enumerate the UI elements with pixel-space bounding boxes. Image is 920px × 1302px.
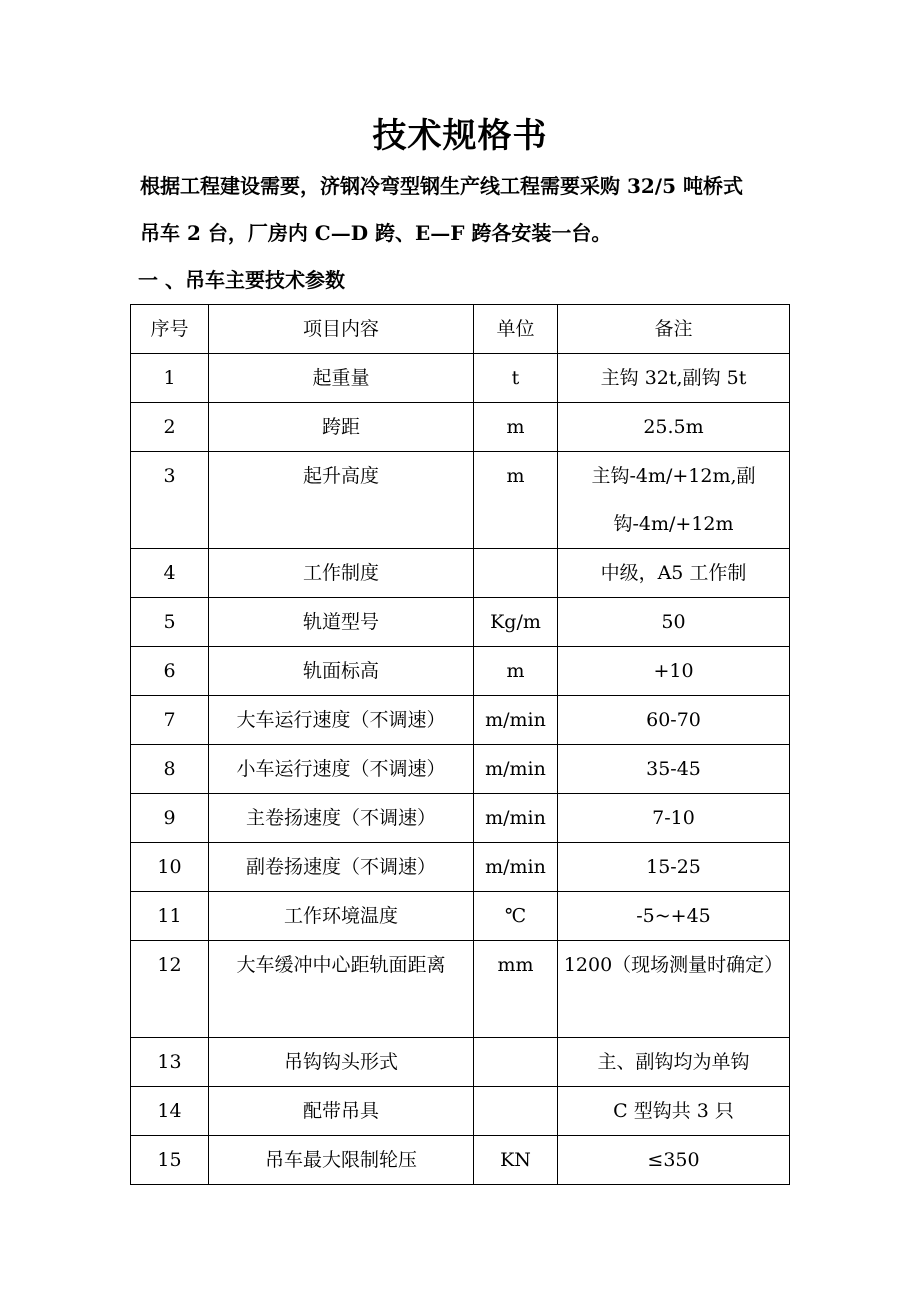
row-unit: m xyxy=(474,452,558,549)
row-note: 15-25 xyxy=(558,843,790,892)
row-item: 大车缓冲中心距轨面距离 xyxy=(209,941,474,1038)
row-unit: m xyxy=(474,403,558,452)
row-index: 4 xyxy=(131,549,209,598)
table-row xyxy=(131,794,790,843)
row-index: 5 xyxy=(131,598,209,647)
row-note: ≤350 xyxy=(558,1136,790,1185)
parameters-table xyxy=(130,304,790,1185)
row-item: 轨面标高 xyxy=(209,647,474,696)
row-unit: ℃ xyxy=(474,892,558,941)
table-row xyxy=(131,452,790,549)
table-row xyxy=(131,1087,790,1136)
table-row xyxy=(131,1038,790,1087)
row-unit: m/min xyxy=(474,794,558,843)
table-row xyxy=(131,745,790,794)
row-unit: m/min xyxy=(474,843,558,892)
table-row xyxy=(131,843,790,892)
row-index: 3 xyxy=(131,452,209,549)
row-unit: m xyxy=(474,647,558,696)
row-note: 60-70 xyxy=(558,696,790,745)
header-unit: 单位 xyxy=(474,305,558,354)
section-heading: 一 、吊车主要技术参数 xyxy=(138,268,345,292)
header-index: 序号 xyxy=(131,305,209,354)
row-unit: t xyxy=(474,354,558,403)
table-row xyxy=(131,696,790,745)
row-unit xyxy=(474,1038,558,1087)
table-row xyxy=(131,598,790,647)
header-note: 备注 xyxy=(558,305,790,354)
table-row xyxy=(131,941,790,1038)
row-note: 7-10 xyxy=(558,794,790,843)
row-unit xyxy=(474,549,558,598)
table-row xyxy=(131,403,790,452)
row-index: 15 xyxy=(131,1136,209,1185)
row-note: C 型钩共 3 只 xyxy=(558,1087,790,1136)
row-item: 配带吊具 xyxy=(209,1087,474,1136)
row-index: 12 xyxy=(131,941,209,1038)
row-item: 副卷扬速度（不调速） xyxy=(209,843,474,892)
row-index: 9 xyxy=(131,794,209,843)
row-unit xyxy=(474,1087,558,1136)
row-note: 中级，A5 工作制 xyxy=(558,549,790,598)
row-item: 吊钩钩头形式 xyxy=(209,1038,474,1087)
row-index: 7 xyxy=(131,696,209,745)
row-item: 轨道型号 xyxy=(209,598,474,647)
row-note: 1200（现场测量时确定） xyxy=(558,941,790,1038)
row-index: 13 xyxy=(131,1038,209,1087)
row-note: 35-45 xyxy=(558,745,790,794)
row-index: 8 xyxy=(131,745,209,794)
row-item: 主卷扬速度（不调速） xyxy=(209,794,474,843)
intro-paragraph-line-2: 吊车 2 台，厂房内 C—D 跨、E—F 跨各安装一台。 xyxy=(140,221,612,245)
row-item: 小车运行速度（不调速） xyxy=(209,745,474,794)
document-title: 技术规格书 xyxy=(372,116,548,156)
row-note: 主钩-4m/+12m,副钩-4m/+12m xyxy=(558,452,790,549)
row-item: 工作制度 xyxy=(209,549,474,598)
row-item: 吊车最大限制轮压 xyxy=(209,1136,474,1185)
row-note: +10 xyxy=(558,647,790,696)
table-row xyxy=(131,354,790,403)
row-note: 主钩 32t,副钩 5t xyxy=(558,354,790,403)
row-unit: KN xyxy=(474,1136,558,1185)
row-note: 50 xyxy=(558,598,790,647)
row-unit: mm xyxy=(474,941,558,1038)
table-row xyxy=(131,1136,790,1185)
row-unit: m/min xyxy=(474,745,558,794)
row-unit: m/min xyxy=(474,696,558,745)
row-item: 跨距 xyxy=(209,403,474,452)
row-note: 25.5m xyxy=(558,403,790,452)
row-index: 14 xyxy=(131,1087,209,1136)
row-item: 起升高度 xyxy=(209,452,474,549)
table-row xyxy=(131,549,790,598)
row-note: 主、副钩均为单钩 xyxy=(558,1038,790,1087)
row-index: 2 xyxy=(131,403,209,452)
header-item: 项目内容 xyxy=(209,305,474,354)
row-unit: Kg/m xyxy=(474,598,558,647)
row-item: 工作环境温度 xyxy=(209,892,474,941)
row-item: 起重量 xyxy=(209,354,474,403)
row-index: 1 xyxy=(131,354,209,403)
intro-paragraph-line-1: 根据工程建设需要，济钢冷弯型钢生产线工程需要采购 32/5 吨桥式 xyxy=(140,174,743,198)
row-note: -5~+45 xyxy=(558,892,790,941)
table-row xyxy=(131,892,790,941)
row-index: 11 xyxy=(131,892,209,941)
row-index: 6 xyxy=(131,647,209,696)
row-index: 10 xyxy=(131,843,209,892)
table-row xyxy=(131,647,790,696)
row-item: 大车运行速度（不调速） xyxy=(209,696,474,745)
table-header-row xyxy=(131,305,790,354)
